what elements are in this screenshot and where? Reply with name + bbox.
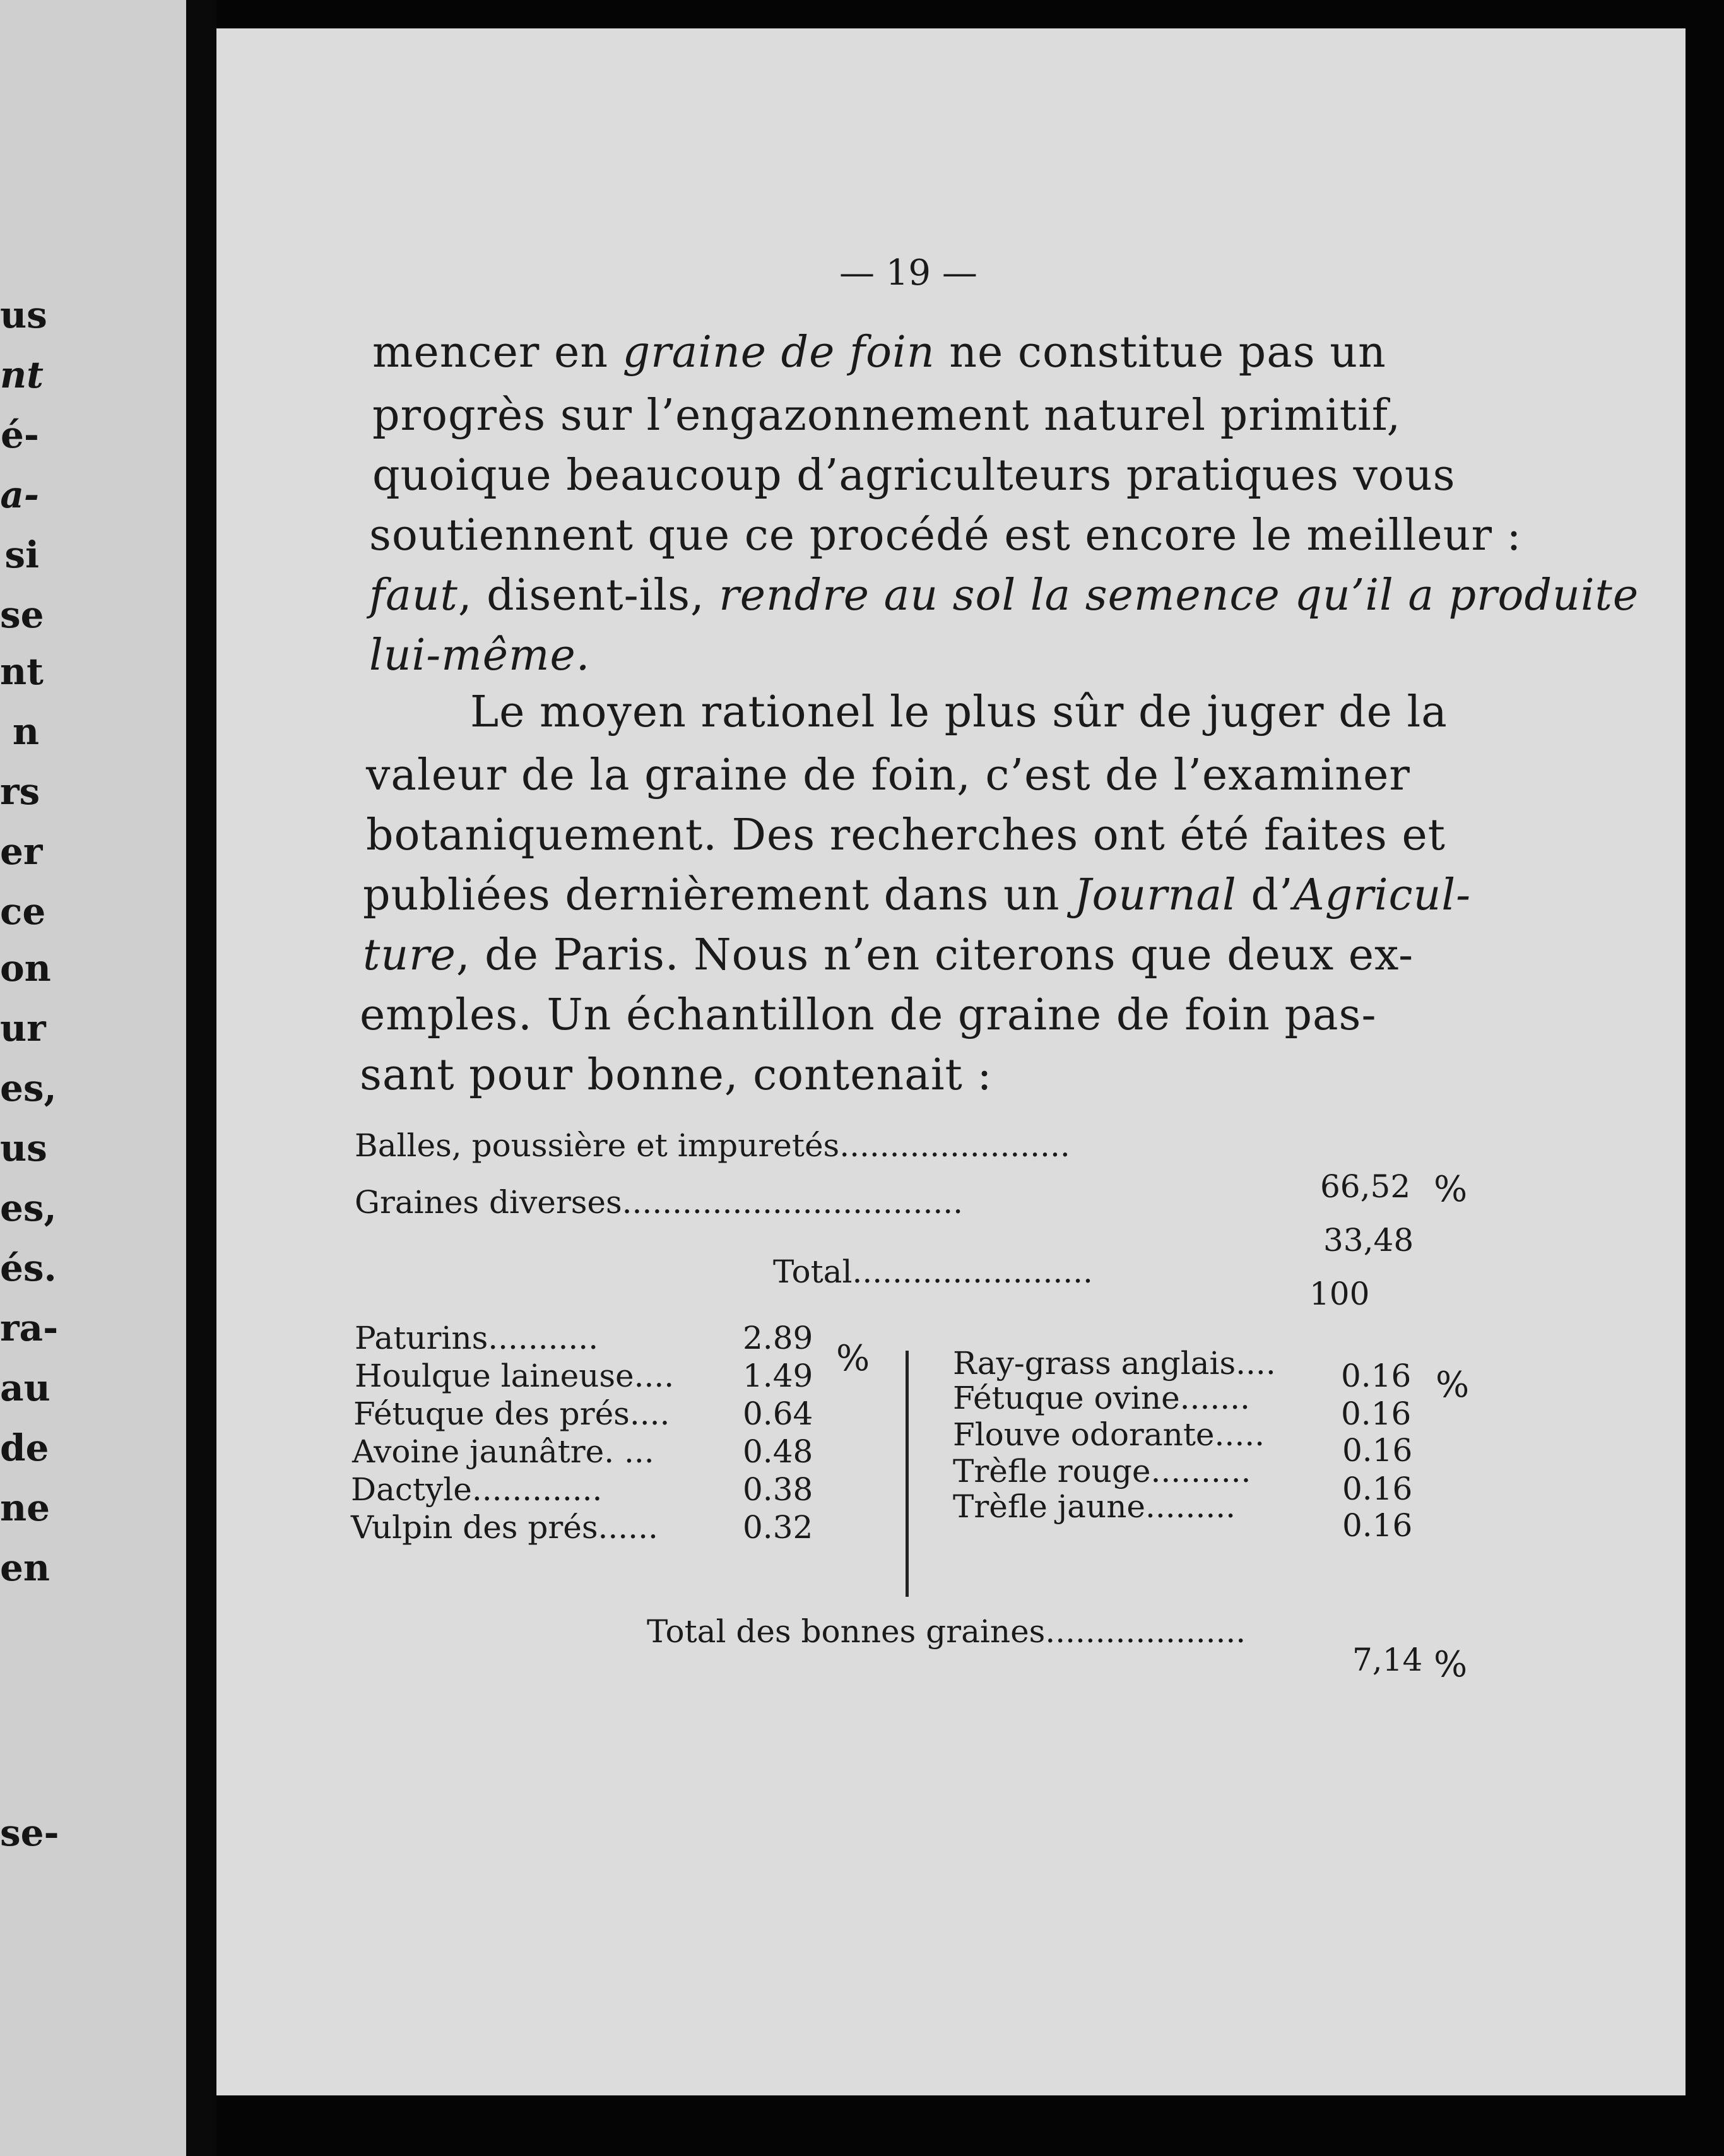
left-fragment-1: nt — [0, 353, 44, 396]
left-fragment-14: us — [0, 1127, 47, 1170]
left-fragment-19: de — [0, 1426, 49, 1469]
body-line: mencer en graine de foin ne constitue pas un — [372, 328, 1386, 377]
left-fragment-9: er — [0, 830, 43, 873]
left-fragment-17: ra- — [0, 1306, 59, 1349]
left-fragment-3: a- — [0, 473, 39, 516]
body-line: soutiennent que ce procédé est encore le meilleur : — [369, 511, 1522, 560]
body-line: sant pour bonne, contenait : — [360, 1050, 993, 1100]
left-fragment-0: us — [0, 293, 47, 336]
left-fragment-2: é- — [1, 413, 39, 456]
left-fragment-6: nt — [0, 650, 44, 693]
left-fragment-8: rs — [0, 770, 40, 813]
left-page-edge — [0, 0, 186, 2156]
left-fragment-20: ne — [0, 1486, 50, 1529]
left-fragment-5: se — [0, 593, 44, 636]
body-line: progrès sur l’engazonnement naturel primitif, — [372, 391, 1402, 441]
left-fragment-18: au — [0, 1366, 50, 1409]
left-fragment-22: se- — [0, 1811, 59, 1854]
body-line: valeur de la graine de foin, c’est de l’examiner — [366, 750, 1410, 800]
column-divider — [906, 1351, 909, 1597]
book-gutter — [186, 0, 216, 2156]
left-fragment-4: si — [4, 533, 39, 576]
left-fragment-16: és. — [0, 1247, 57, 1289]
body-line: emples. Un échantillon de graine de foin pas- — [360, 990, 1377, 1040]
left-fragment-7: n — [12, 710, 39, 753]
body-line: faut, disent-ils, rendre au sol la semence qu’il a produite — [369, 571, 1639, 620]
body-line: Le moyen rationel le plus sûr de juger de la — [470, 687, 1448, 737]
body-line: publiées dernièrement dans un Journal d’Agricul- — [363, 870, 1472, 920]
body-line: botaniquement. Des recherches ont été faites et — [366, 810, 1446, 860]
left-fragment-10: ce — [0, 890, 46, 933]
seeds-left-unit: % — [836, 1338, 870, 1379]
left-fragment-13: es, — [0, 1067, 57, 1110]
body-line: quoique beaucoup d’agriculteurs pratiques vous — [372, 451, 1456, 500]
left-fragment-15: es, — [0, 1187, 57, 1229]
body-line: lui-même. — [369, 631, 591, 680]
left-fragment-12: ur — [0, 1007, 46, 1050]
page-number: — 19 — — [839, 252, 977, 293]
body-line: ture, de Paris. Nous n’en citerons que deux ex- — [363, 930, 1414, 980]
left-fragment-11: on — [0, 947, 51, 990]
total-good-unit: % — [1434, 1644, 1468, 1685]
summary-unit: % — [1434, 1169, 1468, 1210]
left-fragment-21: en — [0, 1546, 50, 1589]
seeds-right-unit: % — [1436, 1365, 1470, 1406]
